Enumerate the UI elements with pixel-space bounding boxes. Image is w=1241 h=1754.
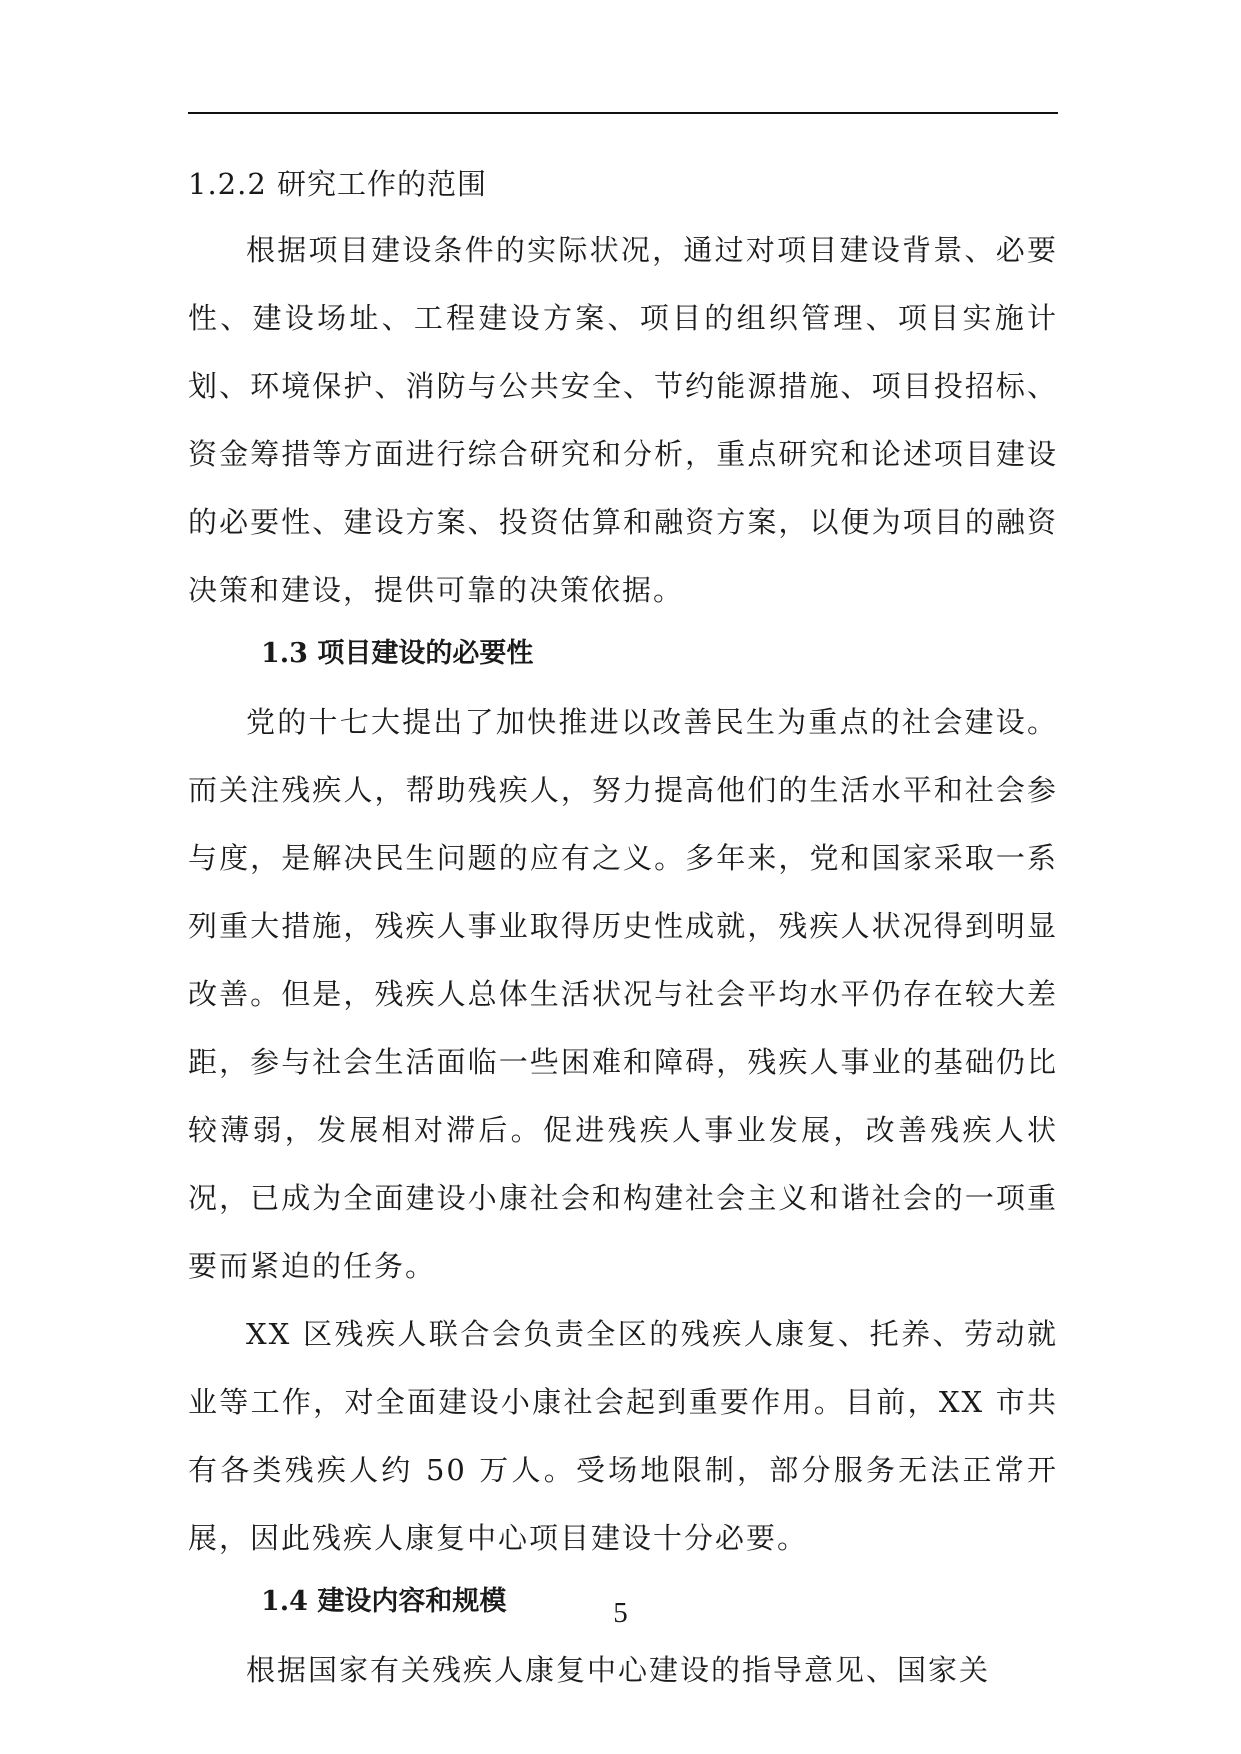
page-number: 5 <box>613 1597 628 1629</box>
document-body <box>188 160 1058 1704</box>
header-rule <box>188 112 1058 114</box>
paragraph-necessity: 党的十七大提出了加快推进以改善民生为重点的社会建设。而关注残疾人，帮助残疾人，努力提高他们的生活水平和社会参与度，是解决民生问题的应有之义。多年来，党和国家采取一系列重大措施，残疾人事业取得历史性成就，残疾人状况得到明显改善。但是，残疾人总体生活状况与社会平均水平仍存在较大差距，参与社会生活面临一些困难和障碍，残疾人事业的基础仍比较薄弱，发展相对滞后。促进残疾人事业发展，改善残疾人状况，已成为全面建设小康社会和构建社会主义和谐社会的一项重要而紧迫的任务。 <box>188 705 1058 1283</box>
section-heading-necessity: 1.3 项目建设的必要性 <box>261 638 534 669</box>
paragraph-content-scale: 根据国家有关残疾人康复中心建设的指导意见、国家关 <box>246 1653 991 1687</box>
paragraph-local-situation: XX 区残疾人联合会负责全区的残疾人康复、托养、劳动就业等工作，对全面建设小康社会起到重要作用。目前，XX 市共有各类残疾人约 50 万人。受场地限制，部分服务无法正常开展，因此残疾人康复中心项目建设十分必要。 <box>188 1317 1058 1555</box>
subsection-title: 1.2.2 研究工作的范围 <box>188 167 488 201</box>
paragraph-scope: 根据项目建设条件的实际状况，通过对项目建设背景、必要性、建设场址、工程建设方案、项目的组织管理、项目实施计划、环境保护、消防与公共安全、节约能源措施、项目投招标、资金筹措等方面进行综合研究和分析，重点研究和论述项目建设的必要性、建设方案、投资估算和融资方案，以便为项目的融资决策和建设，提供可靠的决策依据。 <box>188 233 1058 607</box>
section-heading-content-scale: 1.4 建设内容和规模 <box>261 1586 507 1617</box>
